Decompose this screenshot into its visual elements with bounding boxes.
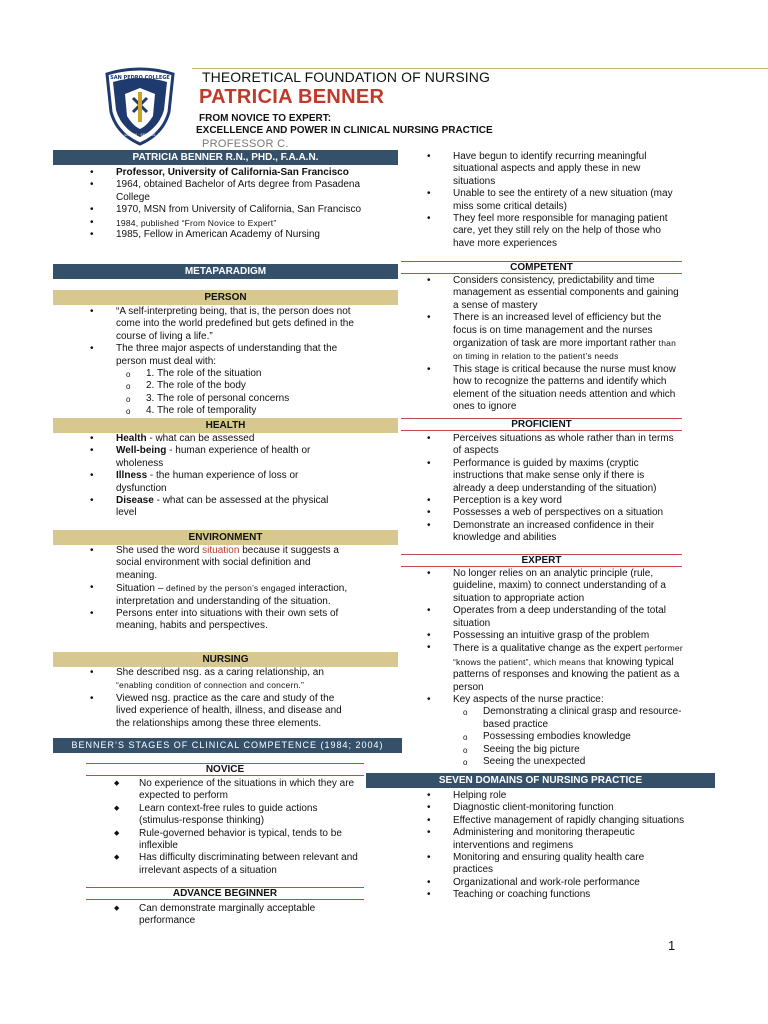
bio-heading: PATRICIA BENNER R.N., PHD., F.A.A.N.	[53, 150, 398, 165]
advance-beginner-heading: ADVANCE BEGINNER	[86, 887, 364, 900]
logo-motto: LUMEN · SERVIAS	[124, 133, 156, 137]
proficient-item: • Performance is guided by maxims (cryptic instructions that make sense only if there is already a deep understanding of the situation)	[453, 458, 675, 495]
expert-aspect: o Seeing the unexpected	[483, 756, 685, 768]
page-number: 1	[668, 938, 676, 953]
advance-beginner-item: • Have begun to identify recurring meaningful situational aspects and apply these in new situations	[453, 151, 685, 188]
advance-beginner-item: ◆ Can demonstrate marginally acceptable performance	[139, 903, 339, 928]
person-heading: PERSON	[53, 290, 398, 305]
environment-item: • Situation – defined by the person’s engaged interaction, interpretation and understanding of the situation.	[116, 582, 350, 608]
domains-list	[453, 790, 685, 902]
advance-beginner-cont-list	[453, 151, 685, 250]
competent-item: • Considers consistency, predictability and time management as essential components and gaining a sense of mastery	[453, 275, 685, 312]
competent-list	[453, 275, 685, 413]
advance-beginner-list	[139, 903, 339, 928]
expert-item: • No longer relies on an analytic principle (rule, guideline, maxim) to connect understanding of a situation to appropriate action	[453, 568, 685, 605]
competent-item: • There is an increased level of efficiency but the focus is on time management and the nurses organization of task are more important rather than on timing in relation to the patient’s needs	[453, 312, 685, 364]
person-aspect: o 1. The role of the situation	[146, 368, 364, 380]
domain-item: • Diagnostic client-monitoring function	[453, 802, 685, 814]
proficient-item: • Possesses a web of perspectives on a situation	[453, 507, 675, 519]
person-aspect: o 2. The role of the body	[146, 380, 364, 392]
subtitle-line-1: FROM NOVICE TO EXPERT:	[199, 113, 332, 124]
environment-heading: ENVIRONMENT	[53, 530, 398, 545]
expert-aspect: o Possessing embodies knowledge	[483, 731, 685, 743]
expert-item: • Operates from a deep understanding of the total situation	[453, 605, 685, 630]
expert-item: • Key aspects of the nurse practice:	[453, 694, 685, 706]
bio-item: • 1984, published “From Novice to Expert”	[116, 217, 366, 229]
expert-item: • Possessing an intuitive grasp of the problem	[453, 630, 685, 642]
expert-aspect: o Demonstrating a clinical grasp and resource-based practice	[483, 706, 685, 731]
proficient-item: • Demonstrate an increased confidence in their knowledge and abilities	[453, 520, 675, 545]
domain-item: • Organizational and work-role performance	[453, 877, 685, 889]
novice-item: ◆ No experience of the situations in which they are expected to perform	[139, 778, 361, 803]
expert-item: • There is a qualitative change as the expert performer “knows the patient”, which means that knowing typical patterns of responses and knowing the patient as a person	[453, 642, 685, 694]
novice-item: ◆ Has difficulty discriminating between relevant and irrelevant aspects of a situation	[139, 852, 361, 877]
proficient-item: • Perceives situations as whole rather than in terms of aspects	[453, 433, 675, 458]
person-aspect: o 4. The role of temporality	[146, 405, 364, 417]
proficient-item: • Perception is a key word	[453, 495, 675, 507]
environment-item: • She used the word situation because it suggests a social environment with social definition and meaning.	[116, 545, 350, 582]
advance-beginner-item: • Unable to see the entirety of a new situation (may miss some critical details)	[453, 188, 685, 213]
nursing-list	[116, 667, 352, 730]
stages-heading: BENNER’S STAGES OF CLINICAL COMPETENCE (1984; 2004)	[53, 738, 402, 753]
bio-list	[116, 167, 366, 241]
domain-item: • Monitoring and ensuring quality health care practices	[453, 852, 685, 877]
college-seal-logo	[103, 66, 177, 146]
domains-heading: SEVEN DOMAINS OF NURSING PRACTICE	[366, 773, 715, 788]
professor-name: PROFESSOR C.	[202, 138, 289, 150]
novice-list	[139, 778, 361, 877]
health-item: • Illness - the human experience of loss or dysfunction	[116, 470, 346, 495]
expert-aspect: o Seeing the big picture	[483, 744, 685, 756]
domain-item: • Helping role	[453, 790, 685, 802]
proficient-list	[453, 433, 675, 545]
domain-item: • Effective management of rapidly changing situations	[453, 815, 685, 827]
bio-item: • Professor, University of California-San Francisco	[116, 167, 366, 179]
theorist-name: PATRICIA BENNER	[199, 86, 385, 108]
expert-heading: EXPERT	[401, 554, 682, 567]
competent-heading: COMPETENT	[401, 261, 682, 274]
bio-item: • 1985, Fellow in American Academy of Nursing	[116, 229, 366, 241]
proficient-heading: PROFICIENT	[401, 418, 682, 431]
environment-item: • Persons enter into situations with their own sets of meaning, habits and perspectives.	[116, 608, 350, 633]
bio-item: • 1964, obtained Bachelor of Arts degree from Pasadena College	[116, 179, 366, 204]
domain-item: • Teaching or coaching functions	[453, 889, 685, 901]
person-quote: • “A self-interpreting being, that is, the person does not come into the world predefined but gets defined in the course of living a life.”	[116, 306, 364, 343]
novice-item: ◆ Rule-governed behavior is typical, tends to be inflexible	[139, 828, 361, 853]
logo-text: SAN PEDRO COLLEGE	[110, 75, 170, 81]
novice-heading: NOVICE	[86, 763, 364, 776]
subtitle-line-2: EXCELLENCE AND POWER IN CLINICAL NURSING PRACTICE	[196, 125, 493, 136]
health-heading: HEALTH	[53, 418, 398, 433]
health-item: • Health - what can be assessed	[116, 433, 346, 445]
competent-item: • This stage is critical because the nurse must know how to recognize the patterns and identify which element of the situation needs attention and which ones to ignore	[453, 364, 685, 414]
novice-item: ◆ Learn context-free rules to guide actions (stimulus-response thinking)	[139, 803, 361, 828]
nursing-heading: NURSING	[53, 652, 398, 667]
health-list	[116, 433, 346, 520]
person-aspect: o 3. The role of personal concerns	[146, 393, 364, 405]
bio-item: • 1970, MSN from University of California, San Francisco	[116, 204, 366, 216]
health-item: • Well-being - human experience of health or wholeness	[116, 445, 346, 470]
course-title: THEORETICAL FOUNDATION OF NURSING	[202, 69, 490, 85]
nursing-item: • Viewed nsg. practice as the care and study of the lived experience of health, illness, and disease and the relationships among these three elements.	[116, 693, 352, 730]
person-list	[116, 306, 364, 418]
domain-item: • Administering and monitoring therapeutic interventions and regimens	[453, 827, 685, 852]
nursing-item: • She described nsg. as a caring relationship, an “enabling condition of connection and concern.”	[116, 667, 352, 693]
environment-list	[116, 545, 350, 633]
expert-list	[453, 568, 685, 769]
metaparadigm-heading: METAPARADIGM	[53, 264, 398, 279]
person-intro: • The three major aspects of understanding that the person must deal with:	[116, 343, 364, 368]
advance-beginner-item: • They feel more responsible for managing patient care, yet they still rely on the help of those who have more experiences	[453, 213, 685, 250]
health-item: • Disease - what can be assessed at the physical level	[116, 495, 346, 520]
